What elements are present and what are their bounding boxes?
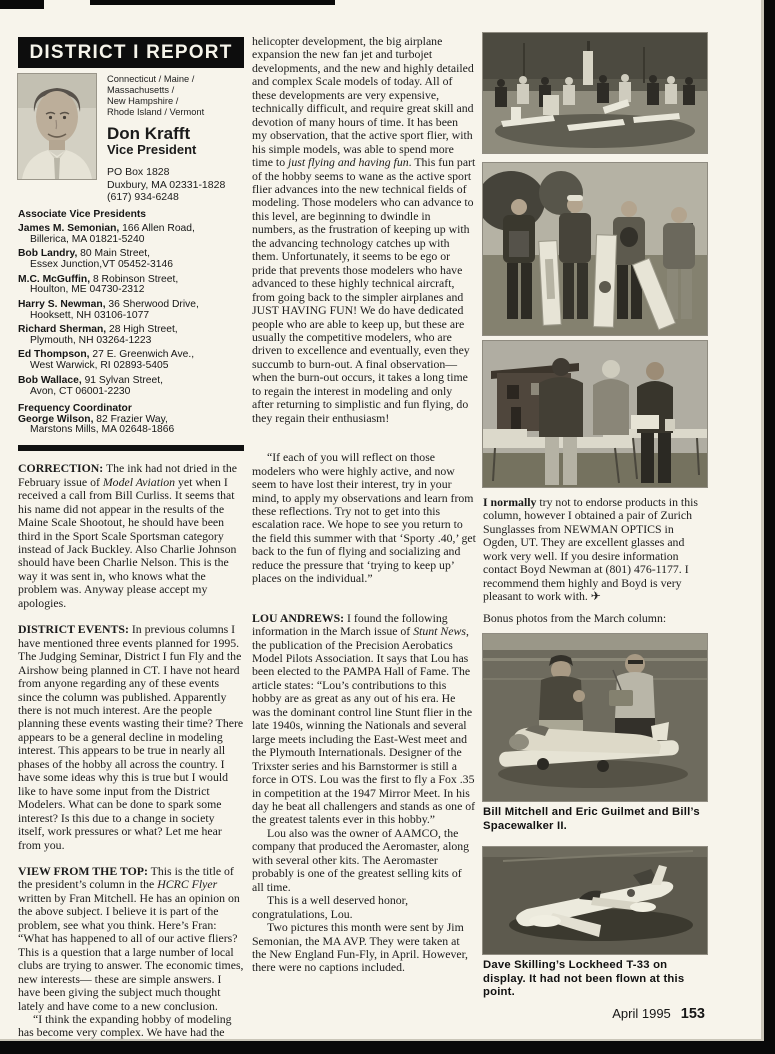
- avp-address: 80 Main Street,: [77, 248, 150, 260]
- endorsement-paragraph: [483, 496, 707, 604]
- scan-artifact: [0, 0, 44, 9]
- avp-address: 28 High Street,: [106, 324, 178, 336]
- view-from-top-paragraph-2: “I think the expanding hobby of modeling has become very complex. We have had the: [18, 1011, 232, 1040]
- publication-title: Model Aviation: [102, 474, 176, 489]
- winners-kit-boxes-photo: [483, 163, 707, 335]
- district-events-paragraph: [18, 623, 244, 852]
- avp-name: M.C. McGuffin,: [18, 273, 91, 285]
- district-states-line: Connecticut / Maine /: [107, 74, 195, 84]
- officer-info: [107, 74, 225, 204]
- district-states-line: Massachusetts /: [107, 85, 175, 95]
- publication-title: HCRC Flyer: [157, 877, 218, 892]
- view-from-top-text: This is the title of the president’s column in the: [18, 864, 234, 892]
- left-column: [18, 37, 244, 1040]
- avp-name: Harry S. Newman,: [18, 298, 106, 310]
- issue-date: April 1995: [612, 1005, 671, 1021]
- airplane-end-icon: ✈: [590, 589, 601, 604]
- avp-entry: [18, 275, 244, 297]
- middle-column: [252, 35, 476, 975]
- officers-directory: [18, 210, 244, 437]
- correction-text: The ink had not dried in the February issue of: [18, 461, 237, 489]
- avp-entry: [18, 350, 244, 372]
- address-line: (617) 934-6248: [107, 191, 179, 203]
- right-column: [483, 33, 707, 1022]
- spacewalker-photo: [483, 634, 707, 801]
- avp-address: 91 Sylvan Street,: [81, 374, 163, 386]
- avp-address: 27 E. Greenwich Ave.,: [89, 349, 195, 361]
- photo-caption-t33: Dave Skilling’s Lockheed T-33 on display. It had not been flown at this point.: [483, 959, 685, 999]
- avp-name: Bob Landry,: [18, 248, 78, 260]
- avp-entry: [18, 376, 244, 398]
- scan-border: [0, 1041, 775, 1054]
- section-divider-rule: [18, 445, 244, 451]
- lou-andrews-lead: LOU ANDREWS:: [252, 610, 345, 625]
- page-footer: [483, 1006, 707, 1022]
- avp-entry: [18, 325, 244, 347]
- avp-name: Bob Wallace,: [18, 374, 82, 386]
- avp-entry: [18, 300, 244, 322]
- district-states: [107, 74, 225, 118]
- coordinator-name: George Wilson,: [18, 413, 94, 425]
- field-tables-photo: [483, 341, 707, 487]
- body-text: . This fun part of the hobby seems to wane as the active sport flier advances into the new technical fields of modeling. Those modelers who can advance to this level, are beginning to dwindle in numbers, as the frustration of keeping up with the advancing technology catches up with them. Unfortunately, it seems to be ego or pride that prevents those modelers who have advanced to these highly technical aircraft, from going back to the simpler airplanes and JUST HAVING FUN! We do have dedicated people who are able to keep up, but these are usually the competitive modelers, who are driven to excellence and eventually, even they succumb to burn-out. A final observation— when the burn-out occurs, it takes a long time to regain the interest in modeling and only after returning to simplistic and fun flying, do they regain their enthusiasm!: [252, 155, 476, 425]
- avp-name: James M. Semonian,: [18, 222, 120, 234]
- coordinator-address: Marstons Mills, MA 02648-1866: [30, 424, 175, 436]
- group-fliers-photo: [483, 33, 707, 153]
- avp-entry: [18, 224, 244, 246]
- lou-andrews-text: I found the following information in the March issue of: [252, 610, 448, 639]
- avp-name: Ed Thompson,: [18, 349, 90, 361]
- body-text: helicopter development, the big airplane expansion the new fan jet and turbojet developments, and the new and highly detailed and complex Scale models of today. All of these developments are very expensive, technically difficult, and require great skill and devotion of many hours of time. It has been my observation, that the active sport flier, with his simple models, was able to spend more time to: [252, 34, 474, 170]
- t33-photo: [483, 847, 707, 954]
- avp-address: Billerica, MA 01821-5240: [30, 233, 145, 245]
- coordinator-address: 82 Frazier Way,: [93, 413, 168, 425]
- avp-name: Richard Sherman,: [18, 324, 107, 336]
- correction-text: yet when I received a call from Bill Curliss. It seems that his name did not appear in the results of the Maine Scale Shootout, he should have been third in the Sport Scale Sportsman category instead of Jack Buckley. Also Charlie Johnson should have been Charlie Nelson. This is the way it was sent in, who knows what the problem was. Anyway please accept my apologies.: [18, 474, 237, 610]
- page-title: DISTRICT I REPORT: [18, 37, 244, 68]
- frequency-coordinator-heading: Frequency Coordinator: [18, 402, 132, 414]
- photo-caption-spacewalker: Bill Mitchell and Eric Guilmet and Bill’s Spacewalker II.: [483, 806, 700, 832]
- district-events-text: In previous columns I have mentioned three events planned for 1995. The Judging Seminar, District I fun Fly and the Airshow being planned in CT. I have not heard from anyone regarding any of these events since the column was published. Apparently there is not much interest. Are the people planning these events wasting their time? There appears to be a general decline in modeling interest. This appears to be true in nearly all phases of the hobby all across the country. I have some ideas why this is true but I would like to have some input from the District Modelers. What can be done to spark some interest? Is this due to a change in society itself, work pressures or what? Let me hear from you.: [18, 622, 244, 852]
- avp-address: Houlton, ME 04730-2312: [30, 284, 145, 296]
- avp-address: West Warwick, RI 02893-5405: [30, 360, 169, 372]
- view-from-top-lead: VIEW FROM THE TOP:: [18, 864, 148, 878]
- emphasized-text: just flying and having fun: [288, 155, 409, 170]
- avp-address: 166 Allen Road,: [119, 222, 195, 234]
- avp-entry: [18, 249, 244, 271]
- avp-address: Hooksett, NH 03106-1077: [30, 309, 150, 321]
- column-body-paragraph: [252, 35, 476, 425]
- avp-address: 36 Sherwood Drive,: [105, 298, 199, 310]
- view-from-top-text: written by Fran Mitchell. He has an opinion on the above subject. I believe it is part of the problem, see what you think. Here’s Fran: “What has happened to all of our active fliers? This is a question that a large number of local clubs are trying to answer. The economic times, new interests— these are simple answers. I have been giving the subject much thought lately and have come to a new conclusion.: [18, 890, 244, 1013]
- avp-address: Plymouth, NH 03264-1223: [30, 335, 152, 347]
- frequency-coordinator-entry: [18, 415, 244, 437]
- officer-name: Don Krafft: [107, 124, 191, 143]
- page-number: 153: [680, 1005, 705, 1022]
- lou-andrews-text: , the publication of the Precision Aerobatics Model Pilots Association. It says that Lou has been elected to the PAMPA Hall of Fame. The article states: “Lou’s contributions to this hobby are as great as any out of his era. He was the dominant control line Stunt flier in the late 1940s, winning the Nationals and several large meets including the East-West meet and the Plymouth Internationals. Designer of the Trixster series and his Barnstormer is still a force in OTS. Lou was the first to fly a Fox .35 in competition at the 1947 Mirror Meet. In his day he beat all challengers and stands as one of the greatest talents ever in this hobby.”: [252, 624, 476, 827]
- frequency-coordinator: [18, 404, 244, 437]
- district-states-line: New Hampshire /: [107, 96, 179, 106]
- don-krafft-portrait-photo: [18, 74, 96, 179]
- address-line: Duxbury, MA 02331-1828: [107, 178, 226, 191]
- officer-address: [107, 166, 225, 204]
- officer-role: Vice President: [107, 142, 197, 157]
- officer-profile: [18, 74, 244, 204]
- correction-lead: CORRECTION:: [18, 461, 104, 476]
- correction-paragraph: [18, 462, 244, 610]
- view-from-top-paragraph: [18, 865, 244, 1013]
- left-column-articles: [18, 462, 244, 1040]
- avp-address: 8 Robinson Street,: [90, 273, 179, 285]
- lou-andrews-paragraph-4: Two pictures this month were sent by Jim Semonian, the MA AVP. They were taken at the New England Fun-Fly, in April. However, there were no captions included.: [252, 920, 468, 975]
- scan-border: [764, 0, 775, 1054]
- lou-andrews-paragraph-3: This is a well deserved honor, congratulations, Lou.: [252, 893, 409, 921]
- publication-title: Stunt News: [413, 624, 466, 639]
- lou-andrews-paragraph-2: Lou also was the owner of AAMCO, the company that produced the Aeromaster, along with several other kits. The Aeromaster probably is one of the greatest selling kits of all time.: [252, 825, 470, 894]
- avp-heading: Associate Vice Presidents: [18, 208, 147, 220]
- endorsement-lead: I normally: [483, 495, 537, 509]
- fran-quote-paragraph: “If each of you will reflect on those modelers who were highly active, and now seem to have lost their interest, try in your mind, to apply my observations and learn from these reflections. Try not to get into this escalation race. We hope to see you return to the field this summer with that ‘Sporty .40,’ get back to the fun of flying and socializing and reduce the pressure that ‘trying to keep up’ places on the individual.”: [252, 450, 476, 586]
- avp-address: Essex Junction,VT 05452-3146: [30, 259, 173, 271]
- lou-andrews-paragraph: [252, 612, 476, 827]
- district-events-lead: DISTRICT EVENTS:: [18, 622, 129, 637]
- address-line: PO Box 1828: [107, 166, 170, 178]
- scan-artifact: [90, 0, 335, 5]
- district-states-line: Rhode Island / Vermont: [107, 107, 205, 117]
- endorsement-text: try not to endorse products in this column, however I obtained a pair of Zurich Sunglasses from NEWMAN OPTICS in Ogden, UT. They are excellent glasses and work very well. If you desire information contact Boyd Newman at (801) 476-1177. I recommend them highly and Boyd is very pleasant to work with.: [483, 495, 698, 604]
- avp-address: Avon, CT 06001-2230: [30, 385, 131, 397]
- bonus-photos-line: Bonus photos from the March column:: [483, 610, 667, 625]
